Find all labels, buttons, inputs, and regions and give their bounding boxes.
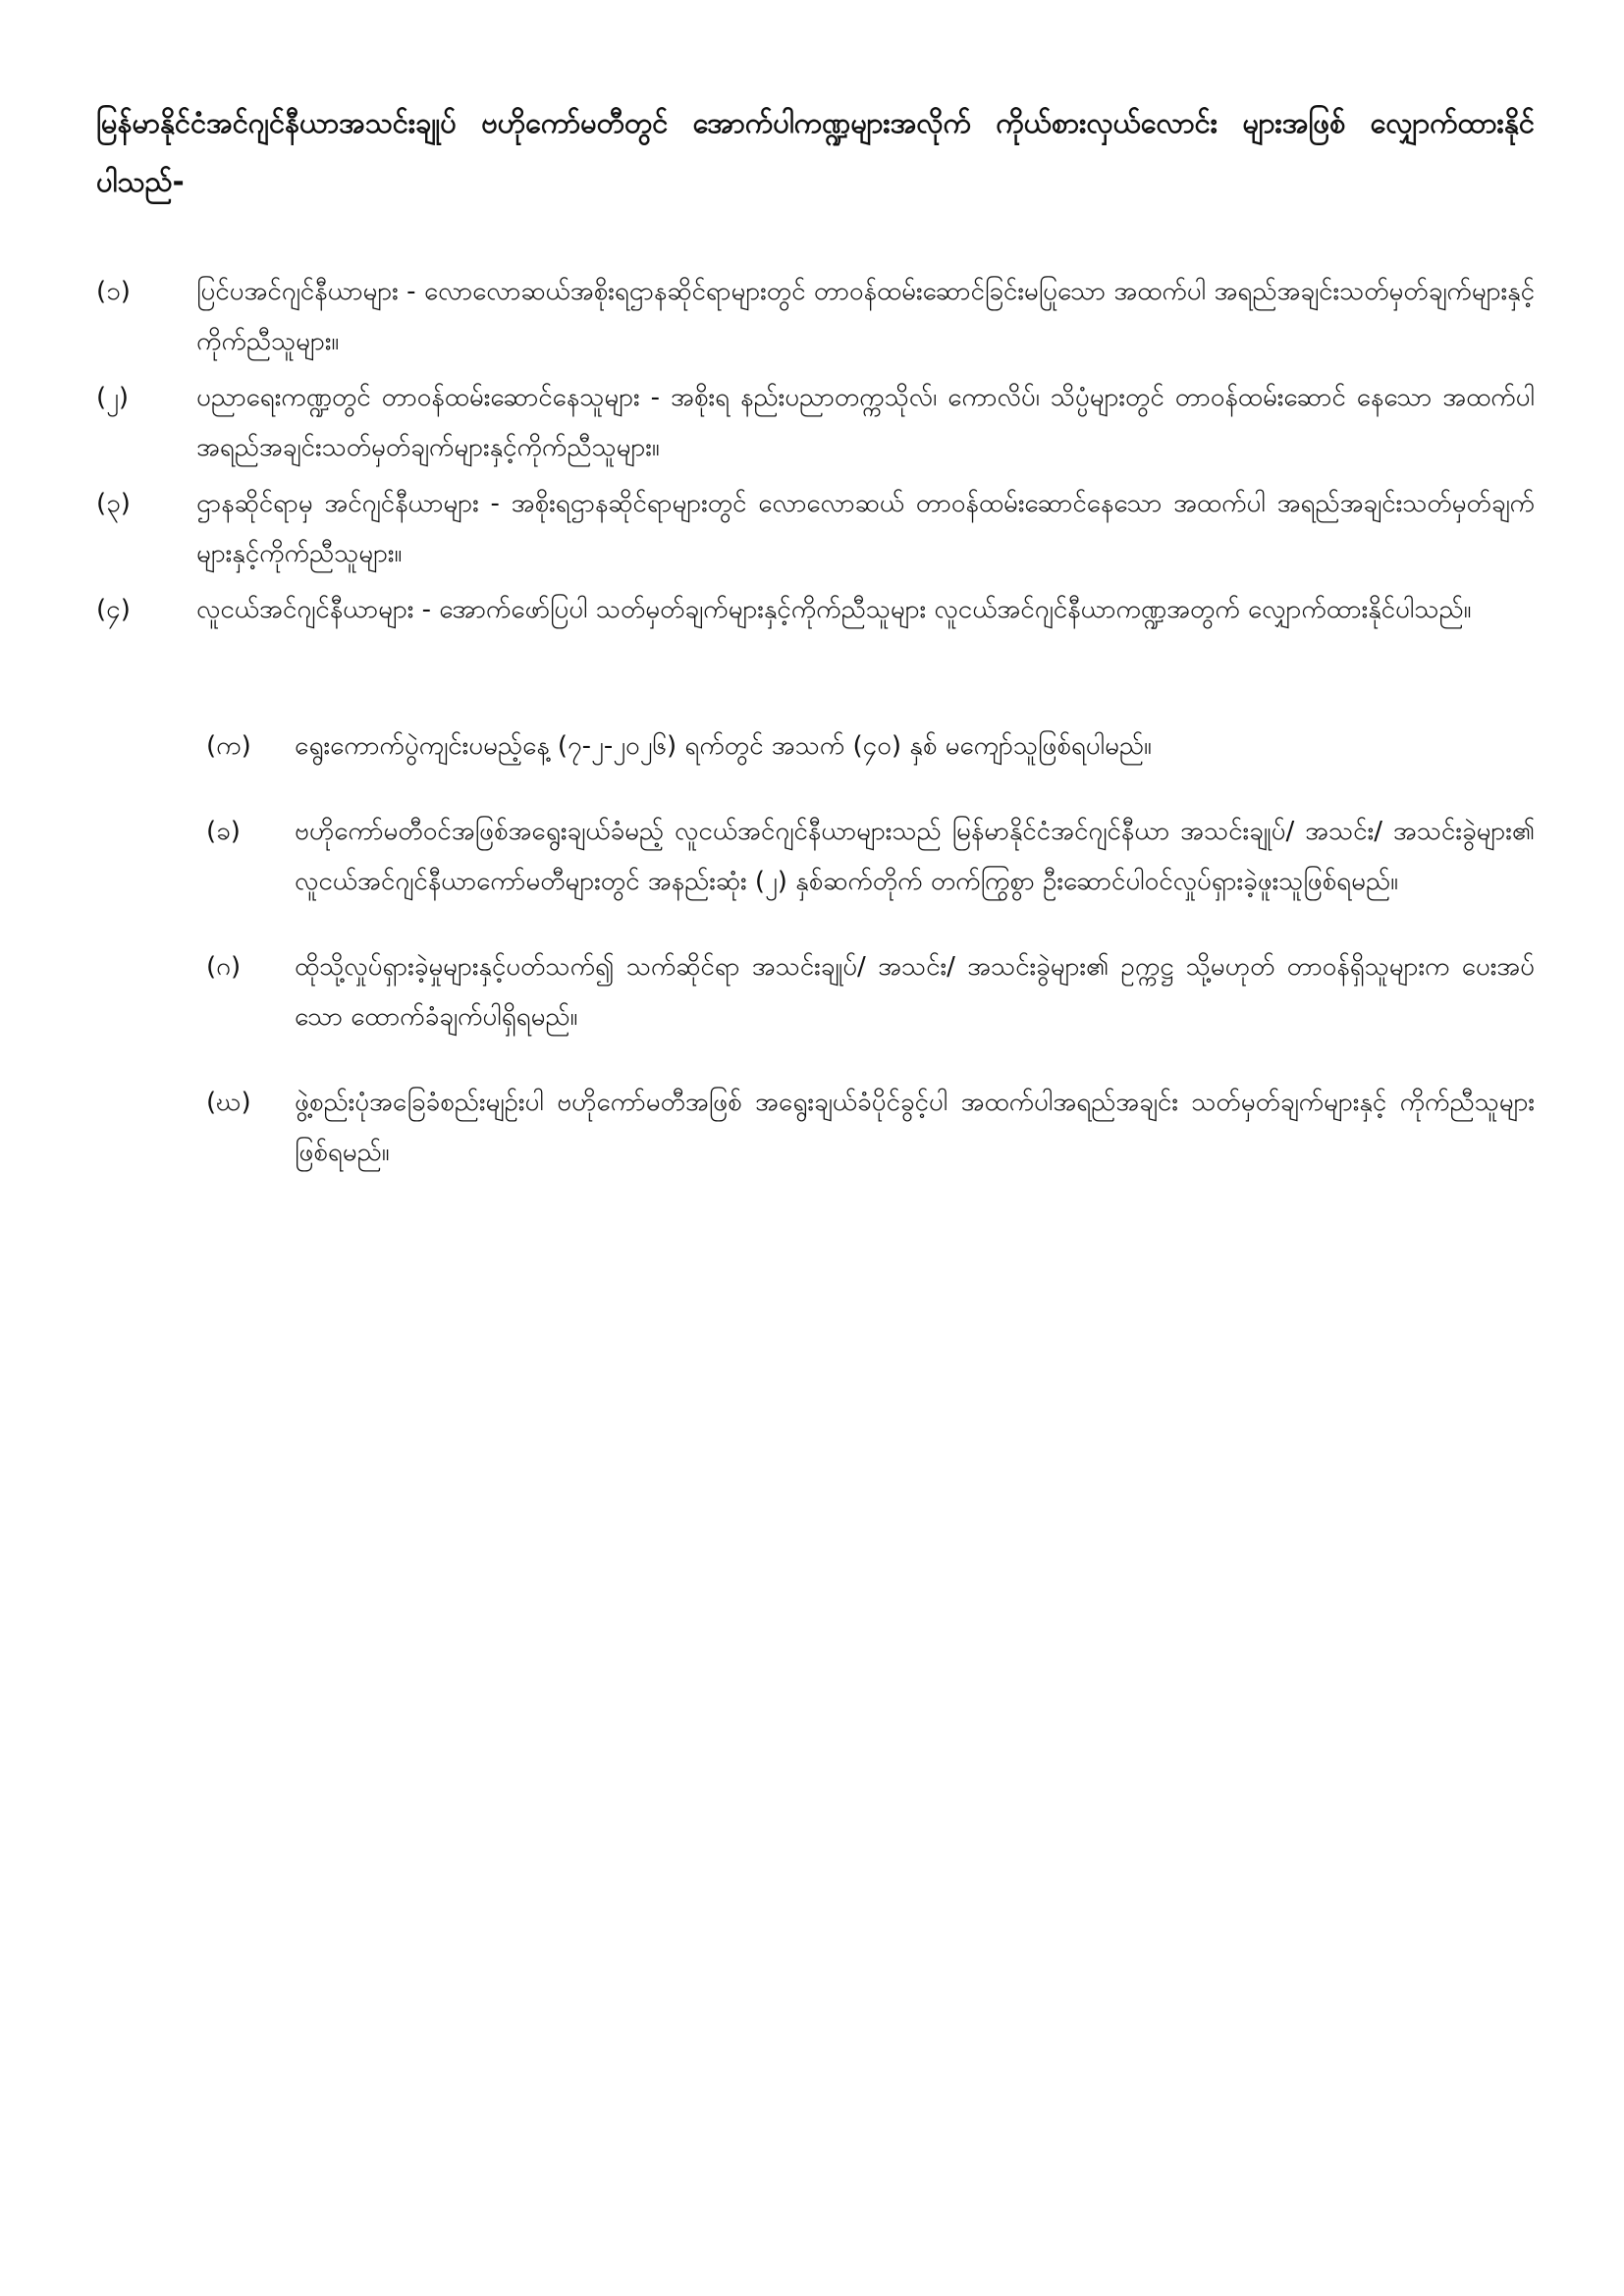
item-text: ပြင်ပအင်ဂျင်နီယာများ - လောလောဆယ်အစိုးရဌာနဆိုင်ရာများတွင် တာဝန်ထမ်းဆောင်ခြင်းမပြုသော အထက်ပါ အရည်အချင်းသတ်မှတ်ချက်များနှင့်ကိုက်ညီသူများ။ (196, 277, 1535, 356)
sub-item-letter: (ဂ) (206, 952, 242, 982)
sub-item-text: ဖွဲ့စည်းပုံအခြေခံစည်းမျဉ်းပါ ဗဟိုကော်မတီအဖြစ် အရွေးချယ်ခံပိုင်ခွင့်ပါ အထက်ပါအရည်အချင်း သတ်မှတ်ချက်များနှင့် ကိုက်ညီသူများဖြစ်ရမည်။ (295, 1088, 1535, 1167)
youth-criteria-list (206, 721, 1535, 1213)
list-item (96, 479, 1535, 579)
item-text: လူငယ်အင်ဂျင်နီယာများ - အောက်ဖော်ပြပါ သတ်မှတ်ချက်များနှင့်ကိုက်ညီသူများ လူငယ်အင်ဂျင်နီယာကဏ္ဍအတွက် လျှောက်ထားနိုင်ပါသည်။ (196, 595, 1472, 624)
sub-item-text: ဗဟိုကော်မတီဝင်အဖြစ်အရွေးချယ်ခံမည့် လူငယ်အင်ဂျင်နီယာများသည် မြန်မာနိုင်ငံအင်ဂျင်နီယာ အသင်းချုပ်/ အသင်း/ အသင်းခွဲများ၏ လူငယ်အင်ဂျင်နီယာကော်မတီများတွင် အနည်းဆုံး (၂) နှစ်ဆက်တိုက် တက်ကြွစွာ ဦးဆောင်ပါဝင်လှုပ်ရှားခဲ့ဖူးသူဖြစ်ရမည်။ (295, 817, 1535, 896)
sub-list-item (206, 942, 1535, 1042)
sub-list-item (206, 1078, 1535, 1178)
item-text: ဌာနဆိုင်ရာမှ အင်ဂျင်နီယာများ - အစိုးရဌာနဆိုင်ရာများတွင် လောလောဆယ် တာဝန်ထမ်းဆောင်နေသော အထက်ပါ အရည်အချင်းသတ်မှတ်ချက်များနှင့်ကိုက်ညီသူများ။ (196, 489, 1535, 568)
list-item (96, 585, 1535, 635)
item-number: (၄) (96, 595, 131, 624)
item-number: (၃) (96, 489, 131, 518)
sub-item-text: ရွေးကောက်ပွဲကျင်းပမည့်နေ့ (၇-၂-၂၀၂၆) ရက်တွင် အသက် (၄၀) နှစ် မကျော်သူဖြစ်ရပါမည်။ (295, 731, 1152, 761)
list-item (96, 267, 1535, 367)
sub-list-item (206, 807, 1535, 907)
sub-list-item (206, 721, 1535, 772)
sub-item-letter: (ခ) (206, 817, 241, 846)
sub-item-text: ထိုသို့လှုပ်ရှားခဲ့မှုများနှင့်ပတ်သက်၍ သက်ဆိုင်ရာ အသင်းချုပ်/ အသင်း/ အသင်းခွဲများ၏ ဥက္ကဋ္ဌ သို့မဟုတ် တာဝန်ရှိသူများက ပေးအပ်သော ထောက်ခံချက်ပါရှိရမည်။ (295, 952, 1535, 1032)
item-number: (၁) (96, 277, 131, 306)
sub-item-letter: (က) (206, 731, 251, 761)
list-item (96, 373, 1535, 473)
intro-heading: မြန်မာနိုင်ငံအင်ဂျင်နီယာအသင်းချုပ် ဗဟိုကော်မတီတွင် အောက်ပါကဏ္ဍများအလိုက် ကိုယ်စားလှယ်လောင်း များအဖြစ် လျှောက်ထားနိုင်ပါသည်- (96, 106, 1535, 198)
sub-item-letter: (ဃ) (206, 1088, 251, 1117)
item-text: ပညာရေးကဏ္ဍတွင် တာဝန်ထမ်းဆောင်နေသူများ - အစိုးရ နည်းပညာတက္ကသိုလ်၊ ကောလိပ်၊ သိပ္ပံများတွင် တာဝန်ထမ်းဆောင် နေသော အထက်ပါအရည်အချင်းသတ်မှတ်ချက်များနှင့်ကိုက်ညီသူများ။ (196, 383, 1535, 462)
category-list (96, 267, 1535, 641)
item-number: (၂) (96, 383, 130, 412)
